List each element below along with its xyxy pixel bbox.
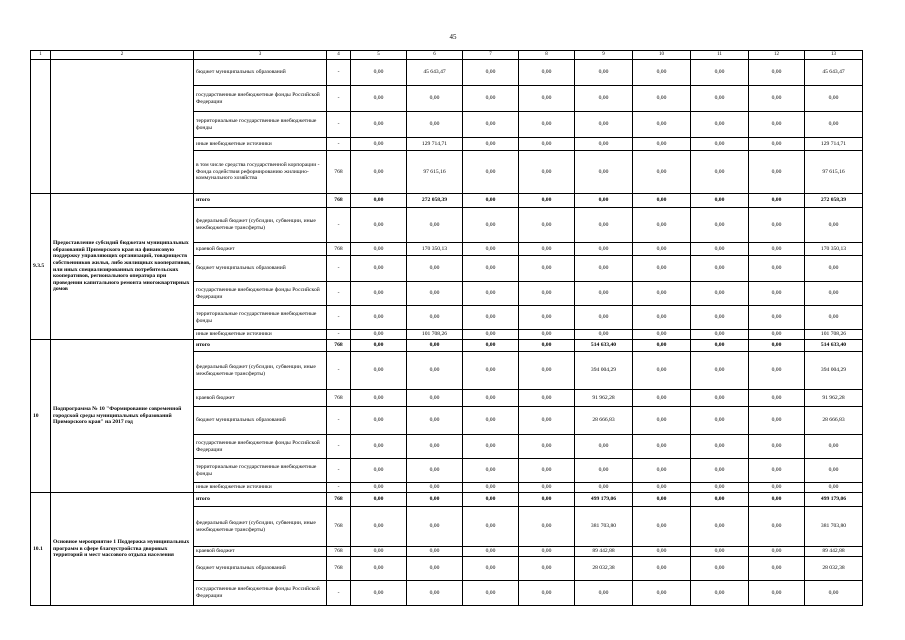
amount-cell: 0,00 (463, 340, 519, 352)
amount-cell: 0,00 (691, 547, 749, 557)
page-number: 45 (449, 33, 457, 41)
funding-source-cell: бюджет муниципальных образований (194, 407, 327, 435)
amount-cell: 0,00 (749, 390, 805, 407)
amount-cell: 0,00 (351, 390, 407, 407)
column-number-8: 8 (519, 51, 575, 60)
amount-cell: 0,00 (463, 282, 519, 306)
funding-source-cell: бюджет муниципальных образований (194, 60, 327, 86)
budget-code-cell: - (327, 208, 351, 243)
amount-cell: 0,00 (691, 243, 749, 256)
amount-cell: 0,00 (575, 151, 633, 194)
funding-source-cell: государственные внебюджетные фонды Российской Федерации (194, 282, 327, 306)
amount-cell: 0,00 (407, 340, 463, 352)
amount-cell: 0,00 (633, 138, 691, 151)
amount-cell: 0,00 (463, 151, 519, 194)
amount-cell: 91 962,28 (575, 390, 633, 407)
amount-cell: 0,00 (633, 493, 691, 507)
amount-cell: 0,00 (351, 407, 407, 435)
funding-source-cell: краевой бюджет (194, 243, 327, 256)
amount-cell: 97 615,16 (407, 151, 463, 194)
amount-cell: 499 179,06 (805, 493, 863, 507)
amount-cell: 0,00 (463, 306, 519, 330)
amount-cell: 0,00 (351, 194, 407, 208)
amount-cell: 0,00 (351, 507, 407, 547)
amount-cell: 0,00 (805, 459, 863, 483)
amount-cell: 0,00 (749, 330, 805, 340)
amount-cell: 0,00 (351, 86, 407, 112)
amount-cell: 0,00 (575, 581, 633, 606)
amount-cell: 272 058,39 (407, 194, 463, 208)
amount-cell: 0,00 (691, 112, 749, 138)
amount-cell: 0,00 (575, 86, 633, 112)
amount-cell: 0,00 (519, 407, 575, 435)
table-row (31, 60, 863, 86)
amount-cell: 0,00 (463, 493, 519, 507)
amount-cell: 0,00 (749, 60, 805, 86)
amount-cell: 0,00 (691, 208, 749, 243)
amount-cell: 0,00 (407, 407, 463, 435)
amount-cell: 0,00 (407, 435, 463, 459)
amount-cell: 0,00 (749, 243, 805, 256)
amount-cell: 0,00 (351, 138, 407, 151)
amount-cell: 0,00 (633, 194, 691, 208)
amount-cell: 28 666,83 (575, 407, 633, 435)
amount-cell: 0,00 (519, 151, 575, 194)
amount-cell: 0,00 (575, 112, 633, 138)
amount-cell: 0,00 (575, 194, 633, 208)
amount-cell: 0,00 (633, 86, 691, 112)
amount-cell: 0,00 (691, 493, 749, 507)
amount-cell: 0,00 (749, 493, 805, 507)
amount-cell: 0,00 (407, 390, 463, 407)
amount-cell: 0,00 (519, 282, 575, 306)
amount-cell: 381 703,80 (575, 507, 633, 547)
amount-cell: 381 703,80 (805, 507, 863, 547)
amount-cell: 0,00 (691, 390, 749, 407)
budget-code-cell: - (327, 60, 351, 86)
amount-cell: 0,00 (633, 435, 691, 459)
amount-cell: 0,00 (407, 352, 463, 390)
amount-cell: 129 714,71 (407, 138, 463, 151)
amount-cell: 0,00 (351, 208, 407, 243)
funding-source-cell: территориальные государственные внебюджетные фонды (194, 112, 327, 138)
amount-cell: 0,00 (633, 507, 691, 547)
amount-cell: 0,00 (407, 282, 463, 306)
amount-cell: 0,00 (519, 507, 575, 547)
program-name-cell: Предоставление субсидий бюджетам муниципальных образований Приморского края на финансовую поддержку управляющих организаций, товариществ собственников жилья, либо жилищных кооперативов, или иных специализированных потребительских кооперативов, регионального оператора при проведении капитального ремонта многоквартирных домов (51, 194, 194, 340)
budget-code-cell: - (327, 435, 351, 459)
amount-cell: 91 962,28 (805, 390, 863, 407)
amount-cell: 0,00 (351, 243, 407, 256)
amount-cell: 0,00 (351, 60, 407, 86)
amount-cell: 0,00 (749, 459, 805, 483)
amount-cell: 0,00 (691, 60, 749, 86)
amount-cell: 0,00 (463, 86, 519, 112)
funding-source-cell: территориальные государственные внебюджетные фонды (194, 459, 327, 483)
amount-cell: 0,00 (519, 194, 575, 208)
amount-cell: 0,00 (749, 86, 805, 112)
amount-cell: 0,00 (749, 208, 805, 243)
amount-cell: 0,00 (463, 547, 519, 557)
column-number-1: 1 (31, 51, 51, 60)
amount-cell: 0,00 (407, 459, 463, 483)
amount-cell: 0,00 (805, 483, 863, 493)
amount-cell: 0,00 (633, 60, 691, 86)
amount-cell: 0,00 (749, 282, 805, 306)
item-number-cell: 9.3.5 (31, 194, 51, 340)
amount-cell: 0,00 (749, 483, 805, 493)
amount-cell: 0,00 (575, 256, 633, 282)
column-number-13: 13 (805, 51, 863, 60)
amount-cell: 0,00 (633, 581, 691, 606)
amount-cell: 499 179,06 (575, 493, 633, 507)
amount-cell: 129 714,71 (805, 138, 863, 151)
amount-cell: 0,00 (691, 483, 749, 493)
amount-cell: 0,00 (519, 243, 575, 256)
table-row (31, 493, 863, 507)
amount-cell: 0,00 (463, 435, 519, 459)
amount-cell: 0,00 (351, 493, 407, 507)
column-number-11: 11 (691, 51, 749, 60)
amount-cell: 0,00 (407, 256, 463, 282)
amount-cell: 170 350,13 (805, 243, 863, 256)
budget-code-cell: - (327, 256, 351, 282)
amount-cell: 0,00 (463, 507, 519, 547)
amount-cell: 0,00 (519, 435, 575, 459)
amount-cell: 272 058,39 (805, 194, 863, 208)
amount-cell: 0,00 (749, 581, 805, 606)
amount-cell: 0,00 (575, 60, 633, 86)
amount-cell: 0,00 (749, 352, 805, 390)
amount-cell: 0,00 (749, 256, 805, 282)
amount-cell: 0,00 (519, 483, 575, 493)
amount-cell: 0,00 (691, 435, 749, 459)
amount-cell: 0,00 (633, 330, 691, 340)
amount-cell: 0,00 (805, 208, 863, 243)
amount-cell: 0,00 (463, 407, 519, 435)
amount-cell: 0,00 (351, 340, 407, 352)
column-number-3: 3 (194, 51, 327, 60)
amount-cell: 0,00 (749, 547, 805, 557)
amount-cell: 0,00 (633, 151, 691, 194)
amount-cell: 0,00 (805, 282, 863, 306)
amount-cell: 0,00 (575, 243, 633, 256)
amount-cell: 0,00 (351, 306, 407, 330)
amount-cell: 0,00 (805, 306, 863, 330)
amount-cell: 0,00 (519, 112, 575, 138)
amount-cell: 0,00 (575, 208, 633, 243)
amount-cell: 0,00 (351, 435, 407, 459)
amount-cell: 0,00 (575, 282, 633, 306)
amount-cell: 0,00 (633, 557, 691, 581)
amount-cell: 0,00 (691, 340, 749, 352)
funding-source-cell: иные внебюджетные источники (194, 138, 327, 151)
amount-cell: 0,00 (575, 330, 633, 340)
amount-cell: 0,00 (633, 208, 691, 243)
amount-cell: 0,00 (407, 493, 463, 507)
funding-source-cell: бюджет муниципальных образований (194, 557, 327, 581)
amount-cell: 0,00 (691, 194, 749, 208)
amount-cell: 0,00 (691, 138, 749, 151)
amount-cell: 0,00 (805, 256, 863, 282)
amount-cell: 28 032,38 (805, 557, 863, 581)
amount-cell: 0,00 (691, 459, 749, 483)
amount-cell: 0,00 (519, 390, 575, 407)
item-number-cell (31, 60, 51, 194)
amount-cell: 0,00 (519, 306, 575, 330)
amount-cell: 0,00 (691, 282, 749, 306)
amount-cell: 0,00 (463, 256, 519, 282)
funding-source-cell: территориальные государственные внебюджетные фонды (194, 306, 327, 330)
amount-cell: 0,00 (463, 330, 519, 340)
budget-code-cell: 768 (327, 493, 351, 507)
amount-cell: 0,00 (351, 352, 407, 390)
budget-code-cell: - (327, 330, 351, 340)
amount-cell: 0,00 (749, 435, 805, 459)
amount-cell: 0,00 (351, 112, 407, 138)
amount-cell: 394 004,29 (575, 352, 633, 390)
amount-cell: 0,00 (519, 340, 575, 352)
amount-cell: 0,00 (691, 151, 749, 194)
amount-cell: 0,00 (749, 507, 805, 547)
amount-cell: 0,00 (463, 352, 519, 390)
program-name-cell: Основное мероприятие 1 Поддержка муниципальных программ в сфере благоустройства дворовых территорий и мест массового отдыха населения (51, 493, 194, 606)
funding-source-cell: итого (194, 493, 327, 507)
funding-source-cell: краевой бюджет (194, 390, 327, 407)
amount-cell: 0,00 (805, 86, 863, 112)
budget-code-cell: - (327, 138, 351, 151)
amount-cell: 0,00 (805, 581, 863, 606)
column-number-6: 6 (407, 51, 463, 60)
column-number-12: 12 (749, 51, 805, 60)
amount-cell: 0,00 (519, 581, 575, 606)
amount-cell: 0,00 (691, 256, 749, 282)
amount-cell: 0,00 (633, 352, 691, 390)
amount-cell: 0,00 (519, 459, 575, 483)
amount-cell: 0,00 (749, 112, 805, 138)
amount-cell: 89 442,88 (575, 547, 633, 557)
amount-cell: 0,00 (575, 459, 633, 483)
amount-cell: 0,00 (633, 390, 691, 407)
amount-cell: 0,00 (463, 112, 519, 138)
amount-cell: 0,00 (519, 330, 575, 340)
amount-cell: 0,00 (633, 407, 691, 435)
amount-cell: 514 633,40 (805, 340, 863, 352)
amount-cell: 0,00 (407, 557, 463, 581)
budget-code-cell: 768 (327, 151, 351, 194)
amount-cell: 0,00 (749, 151, 805, 194)
amount-cell: 0,00 (805, 112, 863, 138)
program-name-cell (51, 60, 194, 194)
amount-cell: 101 708,26 (805, 330, 863, 340)
budget-code-cell: 768 (327, 194, 351, 208)
amount-cell: 0,00 (691, 352, 749, 390)
amount-cell: 0,00 (463, 208, 519, 243)
column-number-7: 7 (463, 51, 519, 60)
amount-cell: 0,00 (691, 407, 749, 435)
amount-cell: 0,00 (633, 459, 691, 483)
funding-source-cell: в том числе средства государственной корпорации - Фонда содействия реформированию жилищно-коммунального хозяйства (194, 151, 327, 194)
amount-cell: 0,00 (463, 243, 519, 256)
amount-cell: 0,00 (407, 507, 463, 547)
amount-cell: 0,00 (463, 194, 519, 208)
funding-source-cell: государственные внебюджетные фонды Российской Федерации (194, 435, 327, 459)
funding-source-cell: итого (194, 194, 327, 208)
funding-source-cell: бюджет муниципальных образований (194, 256, 327, 282)
amount-cell: 0,00 (351, 459, 407, 483)
amount-cell: 45 643,47 (407, 60, 463, 86)
column-number-2: 2 (51, 51, 194, 60)
item-number-cell: 10 (31, 340, 51, 493)
amount-cell: 0,00 (519, 208, 575, 243)
funding-source-cell: государственные внебюджетные фонды Российской Федерации (194, 86, 327, 112)
item-number-cell: 10.1 (31, 493, 51, 606)
amount-cell: 0,00 (519, 547, 575, 557)
amount-cell: 0,00 (407, 547, 463, 557)
amount-cell: 0,00 (351, 330, 407, 340)
amount-cell: 0,00 (351, 581, 407, 606)
funding-source-cell: итого (194, 340, 327, 352)
amount-cell: 0,00 (633, 256, 691, 282)
amount-cell: 0,00 (575, 138, 633, 151)
amount-cell: 0,00 (519, 493, 575, 507)
amount-cell: 0,00 (463, 390, 519, 407)
amount-cell: 0,00 (463, 60, 519, 86)
amount-cell: 0,00 (519, 86, 575, 112)
amount-cell: 89 442,88 (805, 547, 863, 557)
budget-code-cell: 768 (327, 340, 351, 352)
amount-cell: 0,00 (575, 306, 633, 330)
budget-code-cell: - (327, 459, 351, 483)
amount-cell: 0,00 (633, 340, 691, 352)
program-name-cell: Подпрограмма № 10 "Формирование современной городской среды муниципальных образований Приморского края" на 2017 год (51, 340, 194, 493)
amount-cell: 0,00 (351, 483, 407, 493)
budget-code-cell: - (327, 306, 351, 330)
amount-cell: 0,00 (575, 483, 633, 493)
amount-cell: 0,00 (633, 547, 691, 557)
budget-code-cell: 768 (327, 507, 351, 547)
amount-cell: 0,00 (633, 243, 691, 256)
amount-cell: 0,00 (519, 138, 575, 151)
budget-code-cell: - (327, 282, 351, 306)
budget-table (30, 50, 863, 606)
amount-cell: 0,00 (749, 138, 805, 151)
budget-code-cell: - (327, 86, 351, 112)
amount-cell: 0,00 (691, 86, 749, 112)
budget-code-cell: 768 (327, 390, 351, 407)
amount-cell: 101 708,26 (407, 330, 463, 340)
table-row (31, 194, 863, 208)
amount-cell: 0,00 (749, 407, 805, 435)
funding-source-cell: иные внебюджетные источники (194, 330, 327, 340)
amount-cell: 0,00 (463, 557, 519, 581)
amount-cell: 0,00 (407, 112, 463, 138)
amount-cell: 0,00 (463, 483, 519, 493)
amount-cell: 170 350,13 (407, 243, 463, 256)
column-number-header-row (31, 51, 863, 60)
amount-cell: 0,00 (575, 435, 633, 459)
budget-code-cell: - (327, 581, 351, 606)
amount-cell: 97 615,16 (805, 151, 863, 194)
budget-code-cell: 768 (327, 547, 351, 557)
budget-code-cell: 768 (327, 557, 351, 581)
amount-cell: 0,00 (805, 435, 863, 459)
column-number-4: 4 (327, 51, 351, 60)
amount-cell: 0,00 (691, 507, 749, 547)
amount-cell: 0,00 (407, 208, 463, 243)
amount-cell: 0,00 (633, 112, 691, 138)
amount-cell: 0,00 (519, 352, 575, 390)
amount-cell: 0,00 (691, 330, 749, 340)
amount-cell: 0,00 (749, 194, 805, 208)
funding-source-cell: федеральный бюджет (субсидии, субвенции, иные межбюджетные трансферты) (194, 507, 327, 547)
amount-cell: 0,00 (519, 557, 575, 581)
budget-code-cell: 768 (327, 243, 351, 256)
amount-cell: 0,00 (691, 306, 749, 330)
funding-source-cell: краевой бюджет (194, 547, 327, 557)
budget-code-cell: - (327, 112, 351, 138)
funding-source-cell: федеральный бюджет (субсидии, субвенции, иные межбюджетные трансферты) (194, 208, 327, 243)
amount-cell: 0,00 (633, 483, 691, 493)
amount-cell: 0,00 (351, 151, 407, 194)
amount-cell: 28 666,83 (805, 407, 863, 435)
amount-cell: 0,00 (463, 581, 519, 606)
amount-cell: 0,00 (407, 86, 463, 112)
funding-source-cell: федеральный бюджет (субсидии, субвенции, иные межбюджетные трансферты) (194, 352, 327, 390)
budget-code-cell: - (327, 483, 351, 493)
amount-cell: 0,00 (519, 256, 575, 282)
amount-cell: 0,00 (633, 306, 691, 330)
funding-source-cell: государственные внебюджетные фонды Российской Федерации (194, 581, 327, 606)
column-number-10: 10 (633, 51, 691, 60)
amount-cell: 514 633,40 (575, 340, 633, 352)
amount-cell: 0,00 (691, 581, 749, 606)
amount-cell: 0,00 (749, 557, 805, 581)
amount-cell: 45 643,47 (805, 60, 863, 86)
table-row (31, 340, 863, 352)
amount-cell: 0,00 (407, 306, 463, 330)
amount-cell: 0,00 (351, 256, 407, 282)
funding-source-cell: иные внебюджетные источники (194, 483, 327, 493)
amount-cell: 0,00 (463, 459, 519, 483)
amount-cell: 28 032,38 (575, 557, 633, 581)
budget-code-cell: - (327, 407, 351, 435)
column-number-5: 5 (351, 51, 407, 60)
amount-cell: 0,00 (749, 306, 805, 330)
amount-cell: 394 004,29 (805, 352, 863, 390)
amount-cell: 0,00 (749, 340, 805, 352)
amount-cell: 0,00 (351, 547, 407, 557)
amount-cell: 0,00 (463, 138, 519, 151)
amount-cell: 0,00 (691, 557, 749, 581)
amount-cell: 0,00 (407, 581, 463, 606)
amount-cell: 0,00 (407, 483, 463, 493)
amount-cell: 0,00 (519, 60, 575, 86)
amount-cell: 0,00 (633, 282, 691, 306)
amount-cell: 0,00 (351, 282, 407, 306)
column-number-9: 9 (575, 51, 633, 60)
budget-code-cell: - (327, 352, 351, 390)
amount-cell: 0,00 (351, 557, 407, 581)
